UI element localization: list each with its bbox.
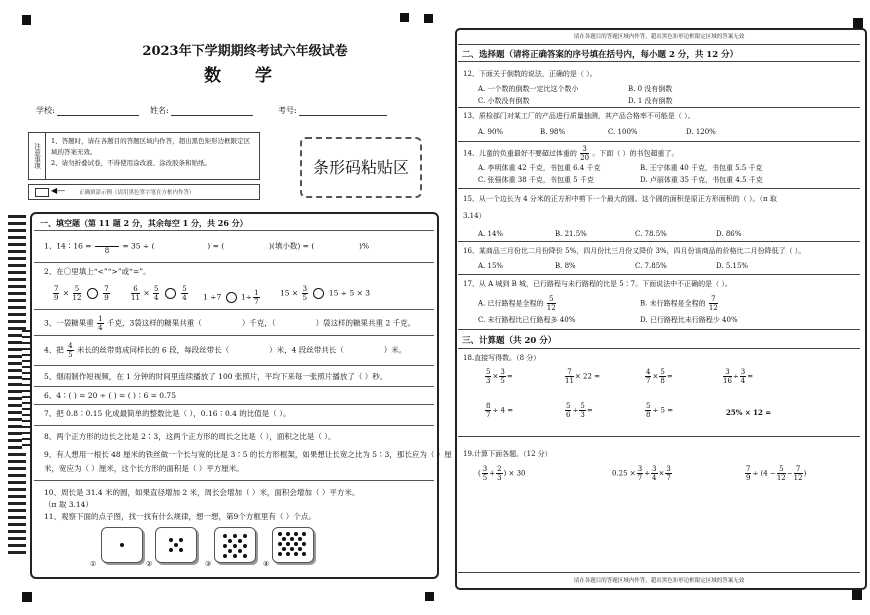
option[interactable]: D. 120%	[686, 128, 716, 136]
question-3: 3、一袋糖果重 $\frac{1}{4}$ 千克，3袋这样的糖果共重（ ）千克，（ ）袋这样的糖果共重 2 千克。	[44, 315, 416, 332]
divider	[458, 572, 860, 573]
option[interactable]: D. 已行路程比未行路程少 40%	[640, 316, 738, 324]
divider	[34, 425, 434, 426]
option[interactable]: B. 8%	[555, 262, 576, 270]
q1-text: 1、14∶16 =	[44, 241, 92, 251]
fill-example-box	[35, 188, 49, 197]
calc-item: $\frac{5}{6}$ ÷ $\frac{5}{3}$ =	[566, 402, 593, 419]
calc-item: 25% × 12 =	[726, 408, 772, 417]
question-17: 17、从 A 城到 B 城，已行路程与未行路程的比是 5∶7。下面说法中不正确的是（ ）。	[463, 280, 732, 288]
fraction	[95, 238, 119, 255]
option[interactable]: C. 未行路程比已行路程多 40%	[478, 316, 576, 324]
question-7: 7、把 0.8∶0.15 化成最简单的整数比是（ ），0.16∶0.4 的比值是（ ）。	[44, 409, 291, 418]
question-2: 2、在〇里填上“<”“>”或“=”。	[44, 267, 151, 276]
fraction-den: 8	[104, 247, 110, 255]
option[interactable]: D. 1 没有倒数	[628, 97, 673, 105]
school-input[interactable]	[57, 106, 139, 116]
option[interactable]: B. 王宁体重 40 千克，书包重 5.5 千克	[640, 164, 763, 172]
timing-track	[22, 330, 30, 450]
option[interactable]: B. 98%	[540, 128, 566, 136]
divider	[458, 44, 860, 45]
calc-item: $\frac{5}{3}$ × $\frac{3}{5}$ =	[486, 368, 513, 385]
q2-item-b: $\frac{6}{11}$ × $\frac{5}{4}$ $\frac{5}{4}$	[131, 285, 187, 302]
calc-item: $\frac{3}{16}$ ÷ $\frac{3}{4}$ =	[723, 368, 754, 385]
question-4: 4、把 $\frac{4}{5}$ 米长的丝带剪成同样长的 6 段，每段丝带长（ ）米，4 段丝带共长（ ）米。	[44, 342, 407, 359]
barcode-area: 条形码粘贴区	[300, 137, 422, 198]
option[interactable]: A. 14%	[478, 230, 504, 238]
divider	[34, 365, 434, 366]
dot-pattern-2	[155, 527, 197, 563]
question-15-cont: 3.14）	[463, 212, 486, 220]
panel-footer-note: 请在各题目的答题区域内作答，超出黑色矩形边框限定区域的答案无效	[573, 578, 745, 584]
divider	[458, 61, 860, 62]
divider	[34, 335, 434, 336]
option[interactable]: B. 0 没有倒数	[628, 85, 673, 93]
option[interactable]: C. 张强体重 38 千克，书包重 5 千克	[478, 176, 594, 184]
notice-text	[51, 136, 256, 169]
section-heading: 二、选择题（请将正确答案的序号填在括号内，每小题 2 分，共 12 分）	[462, 50, 739, 60]
question-1	[44, 238, 369, 255]
section-heading: 三、计算题（共 20 分）	[462, 336, 557, 346]
id-input[interactable]	[299, 106, 387, 116]
calc-item: $\frac{7}{11}$ × 22 =	[565, 368, 601, 385]
registration-mark	[400, 13, 409, 22]
divider	[458, 141, 860, 142]
option[interactable]: D. 5.15%	[716, 262, 749, 270]
school-label: 学校:	[36, 106, 55, 115]
question-9: 9、有人想用一根长 48 厘米的铁丝做一个长与宽的比是 3∶5 的长方形框架，如果想让长宽之比为 5∶3，那长应为（ ）厘	[44, 450, 452, 459]
notice-label: 注意事项	[29, 133, 46, 179]
option[interactable]: C. 78.5%	[635, 230, 667, 238]
q2-item-d: 15 × $\frac{3}{5}$ 15 ÷ 5 × 3	[280, 285, 371, 302]
registration-mark	[425, 592, 434, 601]
divider	[34, 386, 434, 387]
blank[interactable]	[95, 238, 119, 247]
option[interactable]: B. 21.5%	[555, 230, 587, 238]
question-5: 5、烟雨制作短视频，在 1 分钟的时间里连续播放了 100 张照片，平均下来每一张照片播放了（ ）秒。	[44, 372, 388, 381]
q1-text: )(填小数) = (	[268, 241, 315, 251]
panel-header-note: 请在各题目的答题区域内作答，超出黑色矩形边框限定区域的答案无效	[573, 34, 745, 40]
divider	[34, 262, 434, 263]
pattern-label: ①	[90, 560, 97, 568]
notice-line: 2、请勿折叠试卷，不得使用涂改液、涂改胶条和贴纸。	[51, 159, 212, 167]
name-input[interactable]	[171, 106, 253, 116]
arrow-left-icon: ◀—	[51, 186, 66, 195]
divider	[458, 348, 860, 349]
divider	[458, 436, 860, 437]
question-8: 8、两个正方形的边长之比是 2∶3，这两个正方形的周长之比是（ ），面积之比是（ ）。	[44, 432, 336, 441]
compare-circle[interactable]	[226, 292, 237, 303]
pattern-label: ③	[205, 560, 212, 568]
option[interactable]: C. 小数没有倒数	[478, 97, 530, 105]
question-14: 14、儿童的负重最好不要超过体重的 $\frac{3}{20}$ 。下面（ ）的书包超重了。	[463, 145, 679, 162]
dot-pattern-4	[272, 527, 314, 563]
school-field[interactable]	[36, 105, 139, 116]
option[interactable]: B. 未行路程是全程的 $\frac{7}{12}$	[640, 295, 718, 312]
question-10: 10、周长是 31.4 米的圆，如果直径增加 2 米，周长会增加（ ）米，面积会增加（ ）平方米。	[44, 488, 360, 497]
calc-item: $\frac{8}{7}$ ÷ 4 =	[486, 402, 514, 419]
name-label: 姓名:	[150, 106, 169, 115]
id-label: 考号:	[278, 106, 297, 115]
subject-title: 数 学	[204, 66, 286, 86]
option[interactable]: C. 100%	[608, 128, 638, 136]
fill-example-text: 正确填涂示例（请用黑色签字笔在方框内作答）	[79, 190, 195, 196]
registration-mark	[22, 592, 32, 602]
option[interactable]: A. 一个数的倒数一定比这个数小	[478, 85, 579, 93]
option[interactable]: C. 7.85%	[635, 262, 667, 270]
option[interactable]: A. 已行路程是全程的 $\frac{5}{12}$	[478, 295, 556, 312]
id-field[interactable]	[278, 105, 387, 116]
question-19: 19.计算下面各题。（12 分）	[463, 450, 552, 458]
calc-item: $\frac{5}{8}$ ÷ 5 =	[646, 402, 674, 419]
name-field[interactable]	[150, 105, 253, 116]
calc-item: 0.25 × $\frac{3}{7}$ + $\frac{3}{4}$ × $\frac{3}{7}$	[612, 465, 671, 482]
q1-text: )%	[359, 241, 370, 251]
registration-mark	[852, 590, 862, 600]
divider	[34, 309, 434, 310]
q1-text: = 35 ÷ (	[122, 241, 155, 251]
divider	[458, 274, 860, 275]
question-10-cont: （π 取 3.14）	[44, 500, 93, 509]
compare-circle[interactable]	[87, 288, 98, 299]
question-9-cont: 米，宽应为（ ）厘米，这个长方形的面积是（ ）平方厘米。	[44, 464, 244, 473]
divider	[34, 404, 434, 405]
calc-item: $\frac{7}{9}$ ÷ (4 − $\frac{5}{12}$ − $\frac{7}{12}$ )	[746, 465, 807, 482]
divider	[458, 107, 860, 108]
registration-mark	[424, 14, 433, 23]
question-15: 15、从一个边长为 4 分米的正方形中剪下一个最大的圆。这个圆的面积是原正方形面积的（ ）。（π 取	[463, 195, 777, 203]
compare-circle[interactable]	[313, 288, 324, 299]
divider	[34, 480, 434, 481]
notice-box	[28, 132, 260, 180]
divider	[34, 230, 434, 231]
option[interactable]: D. 卢丽体重 35 千克，书包重 4.5 千克	[640, 176, 763, 184]
pattern-label: ②	[146, 560, 153, 568]
calc-item: $\frac{4}{7}$ × $\frac{5}{8}$ =	[646, 368, 673, 385]
divider	[458, 329, 860, 330]
compare-circle[interactable]	[165, 288, 176, 299]
option[interactable]: A. 15%	[478, 262, 504, 270]
divider	[458, 188, 860, 189]
divider	[458, 241, 860, 242]
question-13: 13、质检部门对某工厂的产品进行质量抽测，其产品合格率不可能是（ ）。	[463, 112, 695, 120]
dot-pattern-1	[101, 527, 143, 563]
section-heading: 一、填空题（第 11 题 2 分，其余每空 1 分，共 26 分）	[40, 218, 248, 228]
question-6: 6、4∶( ) = 20 ÷ ( ) = ( )∶6 = 0.75	[44, 391, 176, 400]
q2-item-a: $\frac{7}{9}$ × $\frac{5}{12}$ $\frac{7}{9}$	[54, 285, 109, 302]
dot	[120, 543, 124, 547]
calc-item: ( $\frac{3}{5}$ + $\frac{2}{3}$ ) × 30	[478, 465, 526, 482]
q1-text: ) = (	[207, 241, 225, 251]
option[interactable]: A. 李明体重 42 千克，书包重 6.4 千克	[478, 164, 601, 172]
registration-mark	[22, 15, 31, 25]
pattern-label: ④	[263, 560, 270, 568]
option[interactable]: D. 86%	[716, 230, 742, 238]
question-18: 18.直接写得数。（8 分）	[463, 354, 541, 362]
option[interactable]: A. 90%	[478, 128, 504, 136]
q2-item-c: 1 ÷7 1÷ $\frac{1}{7}$	[203, 289, 259, 306]
exam-title: 2023年下学期期终考试六年级试卷	[142, 44, 348, 59]
registration-mark	[853, 18, 863, 28]
dot-pattern-3	[214, 527, 256, 563]
notice-line: 1、答题时，请在各题目的答题区域内作答，超出黑色矩形边框限定区域的答案无效。	[51, 137, 251, 156]
question-12: 12、下面关于倒数的说法，正确的是（ ）。	[463, 70, 597, 78]
fill-example-bar	[28, 184, 260, 200]
question-11: 11、观察下面的点子图，找一找有什么规律，想一想，第9个方框里有（ ）个点。	[44, 512, 316, 521]
question-16: 16、某商品三月份比二月份降价 5%，四月份比三月份又降价 3%，四月份该商品的价格比二月份降低了（ ）。	[463, 247, 806, 255]
